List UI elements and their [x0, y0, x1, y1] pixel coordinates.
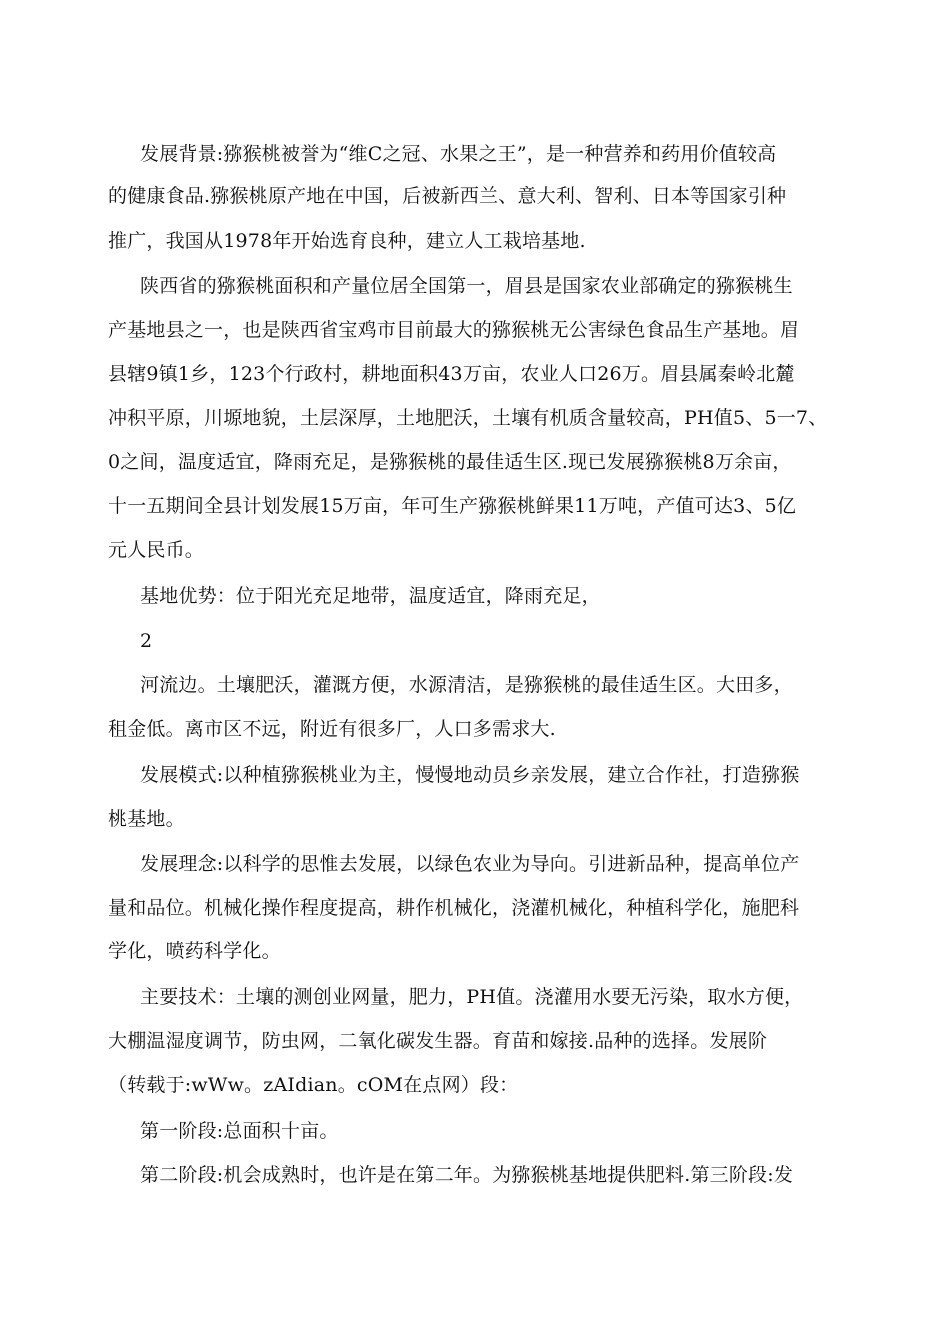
text-line: 大棚温湿度调节，防虫网，二氧化碳发生器。育苗和嫁接.品种的选择。发展阶 — [108, 1030, 768, 1052]
text-line: 冲积平原，川塬地貌，土层深厚，土地肥沃，土壤有机质含量较高，PH值5、5一7、 — [108, 407, 828, 429]
text-line: 0之间，温度适宜，降雨充足，是猕猴桃的最佳适生区.现已发展猕猴桃8万余亩， — [108, 451, 792, 473]
text-line: 发展理念:以科学的思惟去发展，以绿色农业为导向。引进新品种，提高单位产 — [140, 853, 800, 875]
text-line: 元人民币。 — [108, 539, 205, 561]
text-line: 发展背景:猕猴桃被誉为“维C之冠、水果之王”，是一种营养和药用价值较高 — [140, 143, 777, 165]
text-line: 十一五期间全县计划发展15万亩，年可生产猕猴桃鲜果11万吨，产值可达3、5亿 — [108, 495, 797, 517]
text-line: 学化，喷药科学化。 — [108, 940, 281, 962]
text-line: 租金低。离市区不远，附近有很多厂，人口多需求大. — [108, 718, 556, 740]
text-line: （转载于:wWw。zAIdian。cOM在点网）段： — [108, 1074, 519, 1096]
text-line: 第一阶段:总面积十亩。 — [140, 1120, 339, 1142]
page-number: 2 — [140, 630, 153, 652]
text-line: 主要技术：土壤的测创业网量，肥力，PH值。浇灌用水要无污染，取水方便， — [140, 986, 804, 1008]
text-line: 发展模式:以种植猕猴桃业为主，慢慢地动员乡亲发展，建立合作社，打造猕猴 — [140, 764, 800, 786]
text-line: 产基地县之一，也是陕西省宝鸡市目前最大的猕猴桃无公害绿色食品生产基地。眉 — [108, 319, 800, 341]
text-line: 推广，我国从1978年开始选育良种，建立人工栽培基地. — [108, 230, 586, 252]
text-line: 第二阶段:机会成熟时，也许是在第二年。为猕猴桃基地提供肥料.第三阶段:发 — [140, 1164, 794, 1186]
text-line: 量和品位。机械化操作程度提高，耕作机械化，浇灌机械化，种植科学化，施肥科 — [108, 897, 800, 919]
text-line: 陕西省的猕猴桃面积和产量位居全国第一，眉县是国家农业部确定的猕猴桃生 — [140, 275, 793, 297]
text-line: 县辖9镇1乡，123个行政村，耕地面积43万亩，农业人口26万。眉县属秦岭北麓 — [108, 363, 795, 385]
text-line: 桃基地。 — [108, 808, 185, 830]
text-line: 的健康食品.猕猴桃原产地在中国，后被新西兰、意大利、智利、日本等国家引种 — [108, 185, 787, 207]
text-line: 河流边。土壤肥沃，灌溉方便，水源清洁，是猕猴桃的最佳适生区。大田多， — [140, 674, 793, 696]
text-line: 基地优势：位于阳光充足地带，温度适宜，降雨充足， — [140, 585, 601, 607]
